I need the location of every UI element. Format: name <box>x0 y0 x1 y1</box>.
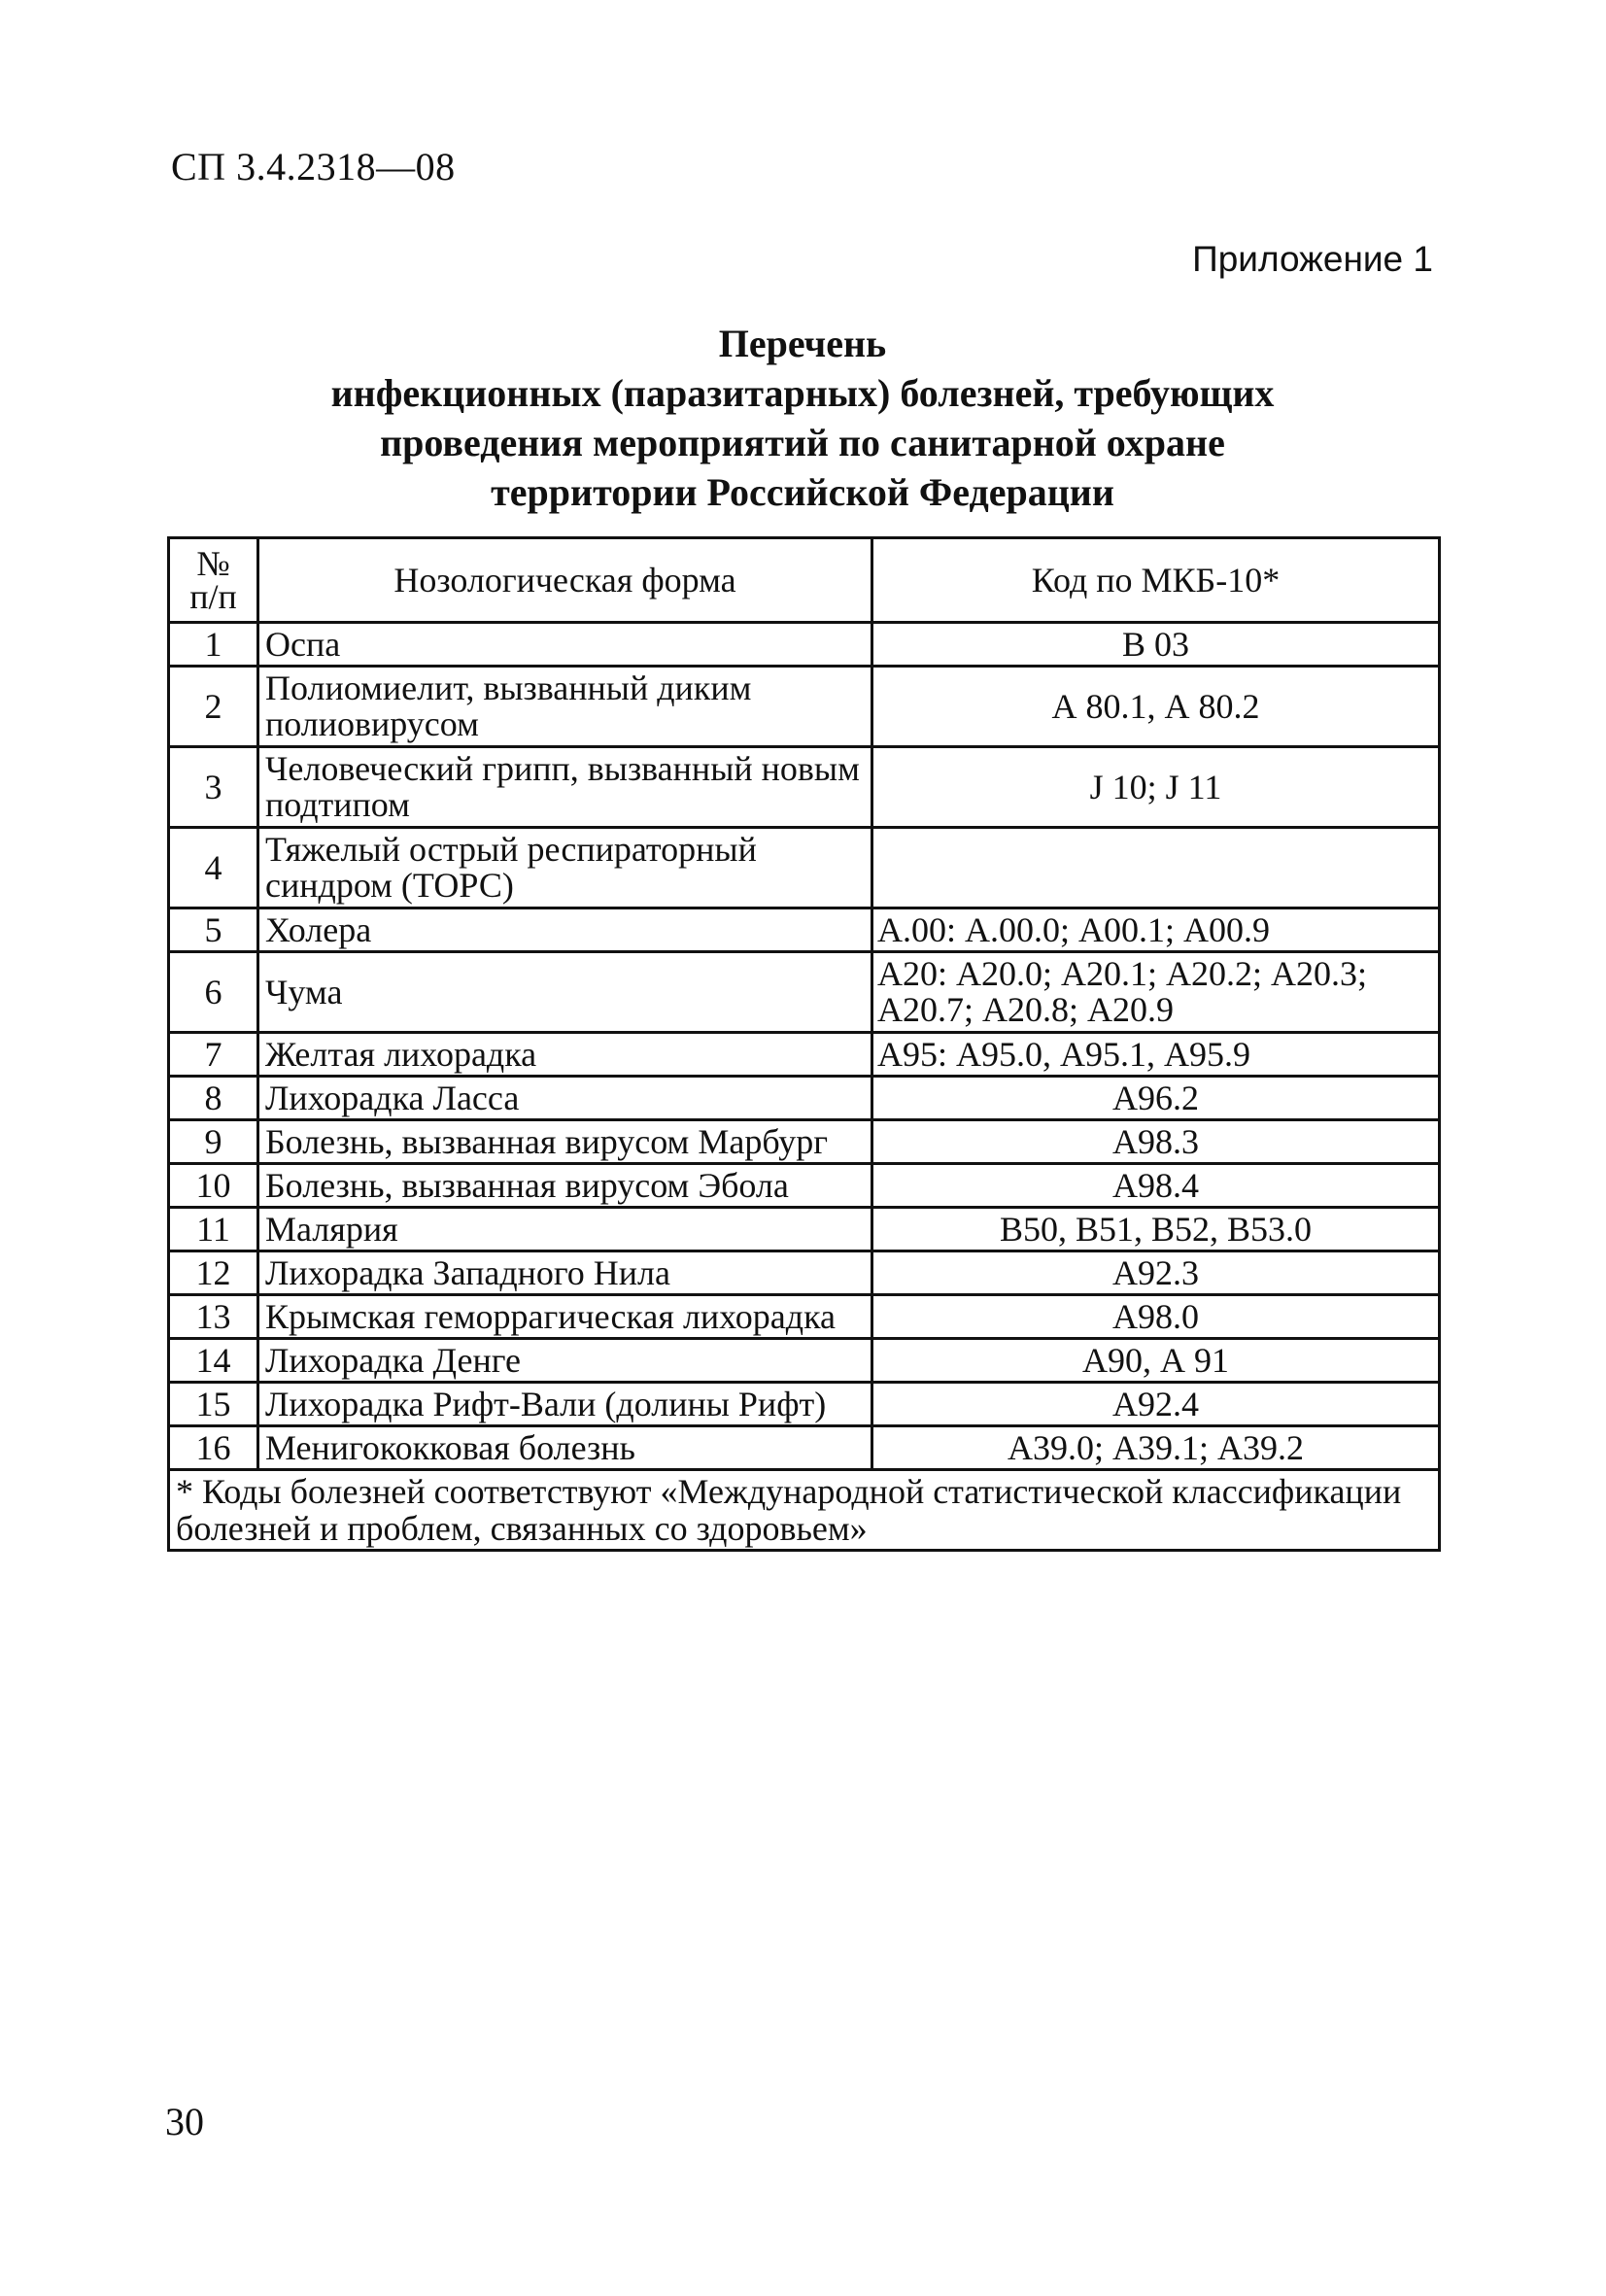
row-number: 10 <box>169 1164 258 1208</box>
disease-table <box>167 536 1441 1552</box>
row-number: 3 <box>169 747 258 828</box>
row-number: 13 <box>169 1295 258 1339</box>
icd-code: А98.4 <box>872 1164 1440 1208</box>
disease-name: Лихорадка Рифт-Вали (долины Рифт) <box>258 1383 872 1426</box>
icd-code <box>872 828 1440 908</box>
row-number: 4 <box>169 828 258 908</box>
disease-name: Желтая лихорадка <box>258 1033 872 1077</box>
table-row <box>169 1033 1440 1077</box>
page-number: 30 <box>165 2100 204 2143</box>
table-footnote: * Коды болезней соответствуют «Международной статистической классификации болезней и проблем, связанных со здоровьем» <box>169 1470 1440 1551</box>
table-row <box>169 1339 1440 1383</box>
title-line-1: Перечень <box>718 322 887 365</box>
icd-code: А98.3 <box>872 1120 1440 1164</box>
disease-name: Крымская геморрагическая лихорадка <box>258 1295 872 1339</box>
row-number: 11 <box>169 1208 258 1251</box>
table-row <box>169 1120 1440 1164</box>
disease-name: Лихорадка Западного Нила <box>258 1251 872 1295</box>
row-number: 14 <box>169 1339 258 1383</box>
table-row <box>169 667 1440 747</box>
row-number: 6 <box>169 952 258 1033</box>
column-header-number-line-2: п/п <box>189 577 237 616</box>
row-number: 12 <box>169 1251 258 1295</box>
row-number: 1 <box>169 623 258 667</box>
row-number: 8 <box>169 1077 258 1120</box>
row-number: 2 <box>169 667 258 747</box>
row-number: 15 <box>169 1383 258 1426</box>
table-row <box>169 1295 1440 1339</box>
row-number: 9 <box>169 1120 258 1164</box>
table-row <box>169 1164 1440 1208</box>
disease-name: Лихорадка Денге <box>258 1339 872 1383</box>
icd-code: А 80.1, А 80.2 <box>872 667 1440 747</box>
disease-name: Человеческий грипп, вызванный новым подтипом <box>258 747 872 828</box>
title-line-3: проведения мероприятий по санитарной охране <box>380 421 1225 464</box>
table-row <box>169 908 1440 952</box>
table-row <box>169 623 1440 667</box>
table-row <box>169 1251 1440 1295</box>
disease-name: Тяжелый острый респираторный синдром (ТОРС) <box>258 828 872 908</box>
table-row <box>169 1077 1440 1120</box>
icd-code: А98.0 <box>872 1295 1440 1339</box>
disease-name: Оспа <box>258 623 872 667</box>
table-row <box>169 747 1440 828</box>
table-row <box>169 952 1440 1033</box>
icd-code: А90, А 91 <box>872 1339 1440 1383</box>
icd-code: B 03 <box>872 623 1440 667</box>
table-row <box>169 1208 1440 1251</box>
page-title <box>171 319 1434 517</box>
title-line-4: территории Российской Федерации <box>491 470 1114 514</box>
row-number: 16 <box>169 1426 258 1470</box>
column-header-number-line-1: № <box>196 544 230 583</box>
disease-name: Чума <box>258 952 872 1033</box>
icd-code: А.00: А.00.0; А00.1; А00.9 <box>872 908 1440 952</box>
disease-name: Лихорадка Ласса <box>258 1077 872 1120</box>
appendix-label: Приложение 1 <box>1192 239 1433 279</box>
table-row <box>169 828 1440 908</box>
document-code: СП 3.4.2318—08 <box>171 145 456 188</box>
icd-code: А39.0; А39.1; А39.2 <box>872 1426 1440 1470</box>
table-footnote-row <box>169 1470 1440 1551</box>
disease-name: Малярия <box>258 1208 872 1251</box>
table-row <box>169 1426 1440 1470</box>
disease-name: Холера <box>258 908 872 952</box>
column-header-code: Код по МКБ-10* <box>872 538 1440 623</box>
icd-code: А95: А95.0, А95.1, А95.9 <box>872 1033 1440 1077</box>
row-number: 7 <box>169 1033 258 1077</box>
disease-name: Болезнь, вызванная вирусом Марбург <box>258 1120 872 1164</box>
icd-code: А92.4 <box>872 1383 1440 1426</box>
icd-code: А96.2 <box>872 1077 1440 1120</box>
row-number: 5 <box>169 908 258 952</box>
table-row <box>169 1383 1440 1426</box>
disease-name: Болезнь, вызванная вирусом Эбола <box>258 1164 872 1208</box>
disease-name: Полиомиелит, вызванный диким полиовирусом <box>258 667 872 747</box>
column-header-number <box>169 538 258 623</box>
column-header-name: Нозологическая форма <box>258 538 872 623</box>
title-line-2: инфекционных (паразитарных) болезней, требующих <box>330 371 1275 415</box>
icd-code: А20: А20.0; А20.1; А20.2; А20.3; А20.7; А20.8; А20.9 <box>872 952 1440 1033</box>
icd-code: А92.3 <box>872 1251 1440 1295</box>
disease-name: Менигококковая болезнь <box>258 1426 872 1470</box>
table-header-row <box>169 538 1440 623</box>
icd-code: В50, В51, В52, В53.0 <box>872 1208 1440 1251</box>
icd-code: J 10; J 11 <box>872 747 1440 828</box>
